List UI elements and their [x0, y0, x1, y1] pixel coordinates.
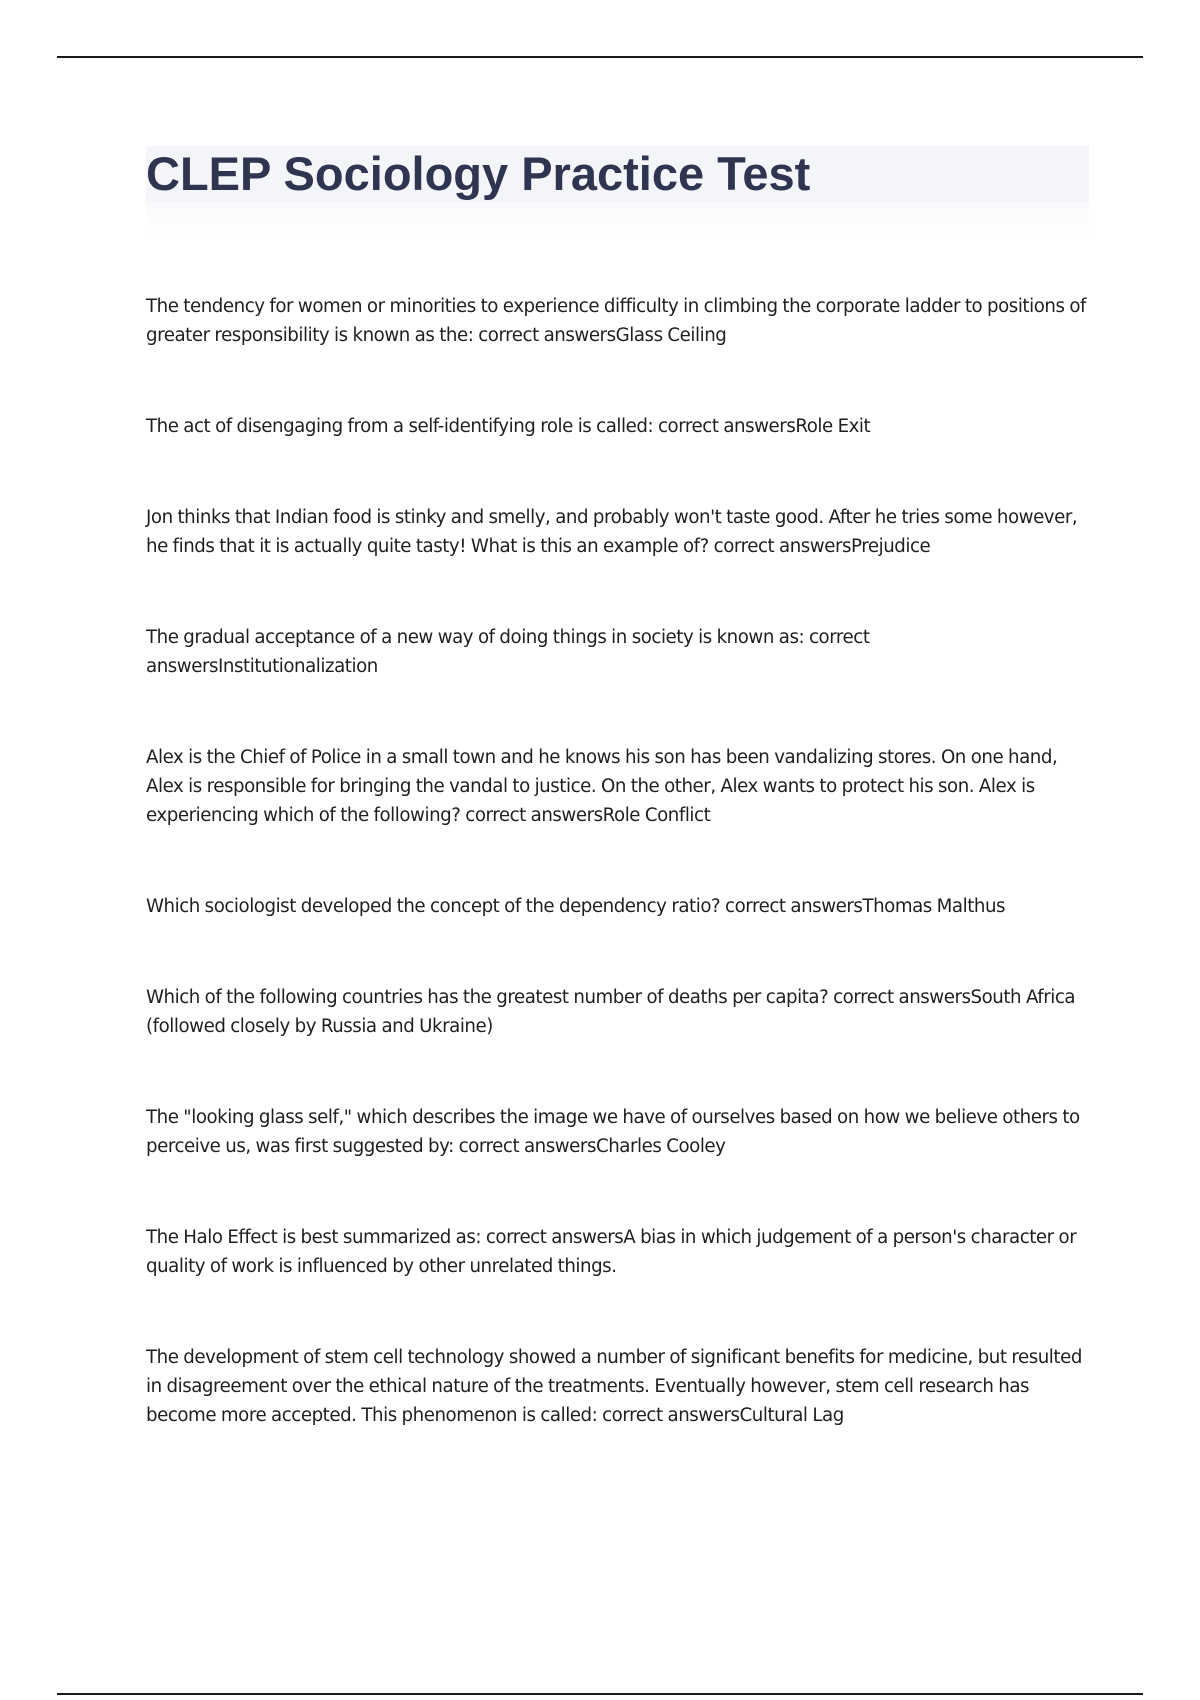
question-item: Alex is the Chief of Police in a small town and he knows his son has been vandalizing stores. On one hand, Alex is responsible for bringing the vandal to justice. On the other, Alex wants to protect his son. Alex is experiencing which of the following? correct answersRole Conflict — [146, 747, 1058, 826]
page-title: CLEP Sociology Practice Test — [146, 147, 811, 200]
question-item: Jon thinks that Indian food is stinky and smelly, and probably won't taste good. After he tries some however, he finds that it is actually quite tasty! What is this an example of? correct answersPrejudice — [146, 507, 1078, 557]
bottom-rule — [57, 1693, 1143, 1695]
question-item: The "looking glass self," which describes the image we have of ourselves based on how we believe others to perceive us, was first suggested by: correct answersCharles Cooley — [146, 1107, 1080, 1157]
question-item: Which of the following countries has the greatest number of deaths per capita? correct answersSouth Africa (followed closely by Russia and Ukraine) — [146, 987, 1076, 1037]
question-item: Which sociologist developed the concept of the dependency ratio? correct answersThomas Malthus — [146, 896, 1006, 917]
question-list — [146, 292, 1096, 1430]
top-rule — [57, 56, 1143, 58]
title-background-fade — [146, 202, 1089, 238]
question-item: The tendency for women or minorities to experience difficulty in climbing the corporate ladder to positions of greater responsibility is known as the: correct answersGlass Ceiling — [146, 296, 1086, 346]
question-item: The act of disengaging from a self-identifying role is called: correct answersRole Exit — [146, 416, 871, 437]
question-item: The development of stem cell technology showed a number of significant benefits for medicine, but resulted in disagreement over the ethical nature of the treatments. Eventually however, stem cell research has become more accepted. This phenomenon is called: correct answersCultural Lag — [146, 1347, 1082, 1426]
question-item: The gradual acceptance of a new way of doing things in society is known as: correct answersInstitutionalization — [146, 627, 870, 677]
question-item: The Halo Effect is best summarized as: correct answersA bias in which judgement of a person's character or quality of work is influenced by other unrelated things. — [146, 1227, 1077, 1277]
